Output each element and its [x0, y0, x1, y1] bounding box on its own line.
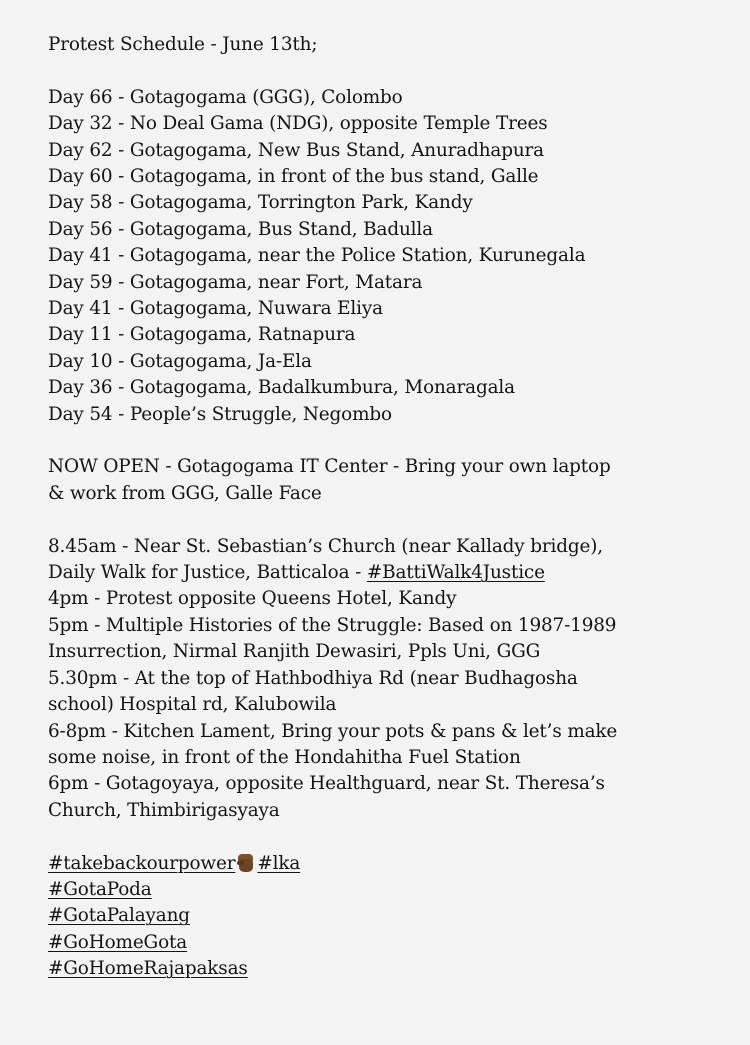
location-item: Day 10 - Gotagogama, Ja-Ela	[48, 350, 312, 372]
spacer	[48, 824, 728, 850]
event-line: 6pm - Gotagoyaya, opposite Healthguard, near St. Theresa’s	[48, 773, 605, 795]
event-line: school) Hospital rd, Kalubowila	[48, 694, 337, 716]
location-item: Day 66 - Gotagogama (GGG), Colombo	[48, 86, 403, 108]
hashtag-link-lka[interactable]: #lka	[257, 852, 301, 874]
location-item: Day 56 - Gotagogama, Bus Stand, Badulla	[48, 218, 433, 240]
hashtag-line	[48, 903, 728, 929]
announcement-line: & work from GGG, Galle Face	[48, 482, 322, 504]
location-item: Day 41 - Gotagogama, near the Police Station, Kurunegala	[48, 245, 586, 267]
event-list	[48, 534, 728, 824]
hashtag-list	[48, 851, 728, 983]
location-item: Day 36 - Gotagogama, Badalkumbura, Monaragala	[48, 377, 515, 399]
raised-fist-icon	[236, 852, 255, 873]
location-item: Day 58 - Gotagogama, Torrington Park, Kandy	[48, 192, 473, 214]
event-line: Church, Thimbirigasyaya	[48, 799, 280, 821]
location-item: Day 11 - Gotagogama, Ratnapura	[48, 324, 356, 346]
hashtag-line	[48, 851, 728, 877]
hashtag-link-takebackourpower[interactable]: #takebackourpower	[48, 852, 236, 874]
event-line: 8.45am - Near St. Sebastian’s Church (near Kallady bridge),	[48, 535, 603, 557]
location-item: Day 54 - People’s Struggle, Negombo	[48, 403, 392, 425]
hashtag-link-gohomegota[interactable]: #GoHomeGota	[48, 931, 188, 953]
location-item: Day 41 - Gotagogama, Nuwara Eliya	[48, 298, 383, 320]
event-line: 5pm - Multiple Histories of the Struggle: Based on 1987-1989	[48, 614, 617, 636]
hashtag-line	[48, 956, 728, 982]
location-item: Day 32 - No Deal Gama (NDG), opposite Temple Trees	[48, 113, 548, 135]
protest-schedule-note	[48, 32, 728, 983]
announcement-line: NOW OPEN - Gotagogama IT Center - Bring your own laptop	[48, 456, 611, 478]
schedule-heading: Protest Schedule - June 13th;	[48, 34, 318, 55]
location-item: Day 59 - Gotagogama, near Fort, Matara	[48, 271, 423, 293]
event-text: Daily Walk for Justice, Batticaloa -	[48, 562, 367, 584]
event-line	[48, 560, 728, 586]
location-item: Day 62 - Gotagogama, New Bus Stand, Anuradhapura	[48, 139, 544, 161]
hashtag-link-gohomerajapaksas[interactable]: #GoHomeRajapaksas	[48, 958, 248, 980]
event-line: some noise, in front of the Hondahitha Fuel Station	[48, 746, 521, 768]
hashtag-link-battiwalk4justice[interactable]: #BattiWalk4Justice	[366, 562, 545, 584]
location-list	[48, 85, 728, 428]
hashtag-line	[48, 930, 728, 956]
spacer	[48, 428, 728, 454]
spacer	[48, 58, 728, 84]
location-item: Day 60 - Gotagogama, in front of the bus stand, Galle	[48, 166, 539, 188]
event-line: 6-8pm - Kitchen Lament, Bring your pots & pans & let’s make	[48, 720, 618, 742]
hashtag-line	[48, 877, 728, 903]
event-line: 5.30pm - At the top of Hathbodhiya Rd (near Budhagosha	[48, 667, 578, 689]
spacer	[48, 507, 728, 533]
event-line: 4pm - Protest opposite Queens Hotel, Kandy	[48, 588, 457, 610]
it-center-announcement	[48, 454, 728, 507]
hashtag-link-gotapalayang[interactable]: #GotaPalayang	[48, 905, 190, 927]
event-line: Insurrection, Nirmal Ranjith Dewasiri, Ppls Uni, GGG	[48, 641, 541, 663]
hashtag-link-gotapoda[interactable]: #GotaPoda	[48, 878, 152, 900]
